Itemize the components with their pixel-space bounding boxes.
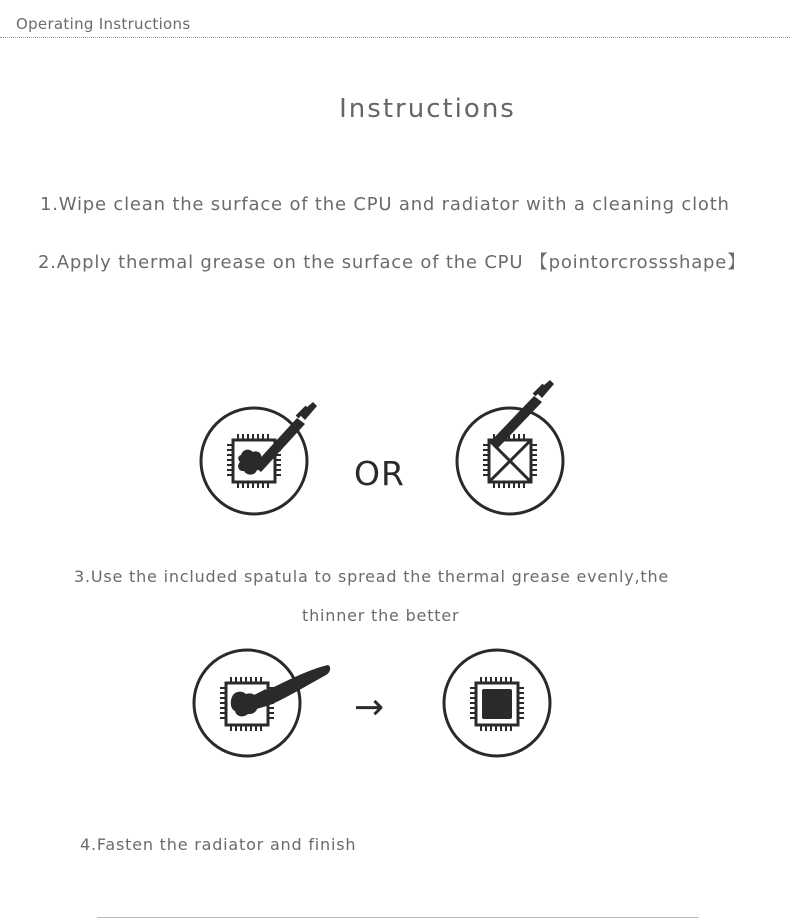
step-3-text-line-1: 3.Use the included spatula to spread the thermal grease evenly,the xyxy=(74,567,670,586)
step-2-text: 2.Apply thermal grease on the surface of the CPU 【pointorcrossshape】 xyxy=(38,252,746,273)
step-3-text-line-2: thinner the better xyxy=(302,606,460,625)
cpu-spatula-spread-icon xyxy=(190,645,340,765)
page-title: Instructions xyxy=(339,94,516,124)
cpu-finished-icon xyxy=(440,645,560,765)
section-label: Operating Instructions xyxy=(16,15,191,33)
step-4-text: 4.Fasten the radiator and finish xyxy=(80,835,357,854)
cpu-point-grease-icon xyxy=(195,392,335,532)
bottom-divider xyxy=(97,917,699,918)
or-separator: OR xyxy=(354,454,405,493)
header-divider xyxy=(0,37,790,38)
cpu-cross-grease-icon xyxy=(450,372,590,522)
arrow-separator: → xyxy=(354,687,385,728)
step-1-text: 1.Wipe clean the surface of the CPU and radiator with a cleaning cloth xyxy=(40,194,730,215)
